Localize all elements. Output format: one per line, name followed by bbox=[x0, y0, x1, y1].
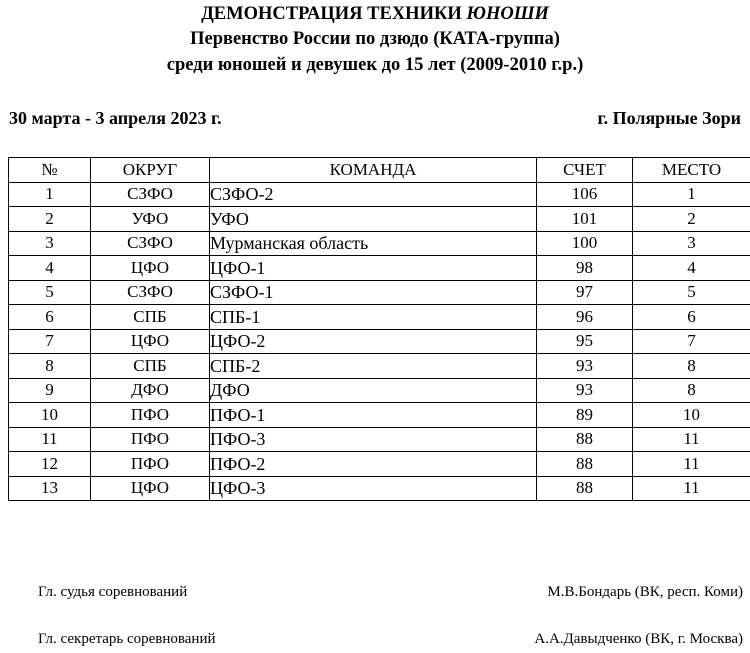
table-row bbox=[9, 403, 750, 428]
title-category: ЮНОШИ bbox=[466, 4, 549, 24]
table-row bbox=[9, 207, 750, 232]
cell-district: ЦФО bbox=[91, 329, 210, 354]
cell-place: 2 bbox=[633, 207, 750, 232]
table-row bbox=[9, 476, 750, 501]
cell-team: ПФО-1 bbox=[210, 403, 537, 428]
cell-district: СЗФО bbox=[91, 182, 210, 207]
table-row bbox=[9, 256, 750, 281]
cell-team: Мурманская область bbox=[210, 231, 537, 256]
cell-team: СЗФО-1 bbox=[210, 280, 537, 305]
cell-number: 13 bbox=[9, 476, 91, 501]
event-dates: 30 марта - 3 апреля 2023 г. bbox=[9, 108, 222, 128]
chief-judge-role: Гл. судья соревнований bbox=[38, 584, 188, 600]
cell-place: 6 bbox=[633, 305, 750, 330]
cell-place: 1 bbox=[633, 182, 750, 207]
cell-number: 11 bbox=[9, 427, 91, 452]
cell-team: ДФО bbox=[210, 378, 537, 403]
cell-district: УФО bbox=[91, 207, 210, 232]
cell-team: СЗФО-2 bbox=[210, 182, 537, 207]
cell-district: СЗФО bbox=[91, 280, 210, 305]
cell-district: СПБ bbox=[91, 305, 210, 330]
table-row bbox=[9, 452, 750, 477]
header-district: ОКРУГ bbox=[91, 158, 210, 183]
cell-number: 5 bbox=[9, 280, 91, 305]
cell-score: 88 bbox=[537, 476, 633, 501]
document-subtitle-line1: Первенство России по дзюдо (КАТА-группа) bbox=[190, 29, 560, 49]
document-subtitle-line2: среди юношей и девушек до 15 лет (2009-2010 г.р.) bbox=[166, 55, 584, 75]
table-row bbox=[9, 427, 750, 452]
cell-team: УФО bbox=[210, 207, 537, 232]
cell-score: 101 bbox=[537, 207, 633, 232]
cell-place: 7 bbox=[633, 329, 750, 354]
cell-number: 10 bbox=[9, 403, 91, 428]
cell-district: ПФО bbox=[91, 427, 210, 452]
cell-score: 89 bbox=[537, 403, 633, 428]
table-row bbox=[9, 280, 750, 305]
cell-team: ЦФО-2 bbox=[210, 329, 537, 354]
cell-place: 10 bbox=[633, 403, 750, 428]
cell-team: ЦФО-1 bbox=[210, 256, 537, 281]
cell-place: 11 bbox=[633, 476, 750, 501]
cell-score: 100 bbox=[537, 231, 633, 256]
cell-team: ЦФО-3 bbox=[210, 476, 537, 501]
cell-place: 11 bbox=[633, 427, 750, 452]
cell-number: 6 bbox=[9, 305, 91, 330]
cell-district: ПФО bbox=[91, 452, 210, 477]
chief-secretary-role: Гл. секретарь соревнований bbox=[38, 631, 216, 647]
chief-judge-name: М.В.Бондарь (ВК, респ. Коми) bbox=[547, 584, 743, 600]
table-row bbox=[9, 329, 750, 354]
table-row bbox=[9, 305, 750, 330]
cell-number: 1 bbox=[9, 182, 91, 207]
cell-district: ЦФО bbox=[91, 476, 210, 501]
cell-district: ЦФО bbox=[91, 256, 210, 281]
header-place: МЕСТО bbox=[633, 158, 750, 183]
cell-number: 8 bbox=[9, 354, 91, 379]
cell-place: 8 bbox=[633, 378, 750, 403]
cell-number: 12 bbox=[9, 452, 91, 477]
cell-score: 106 bbox=[537, 182, 633, 207]
header-team: КОМАНДА bbox=[210, 158, 537, 183]
cell-place: 4 bbox=[633, 256, 750, 281]
cell-team: СПБ-1 bbox=[210, 305, 537, 330]
title-main: ДЕМОНСТРАЦИЯ ТЕХНИКИ bbox=[201, 4, 462, 24]
table-row bbox=[9, 354, 750, 379]
cell-score: 93 bbox=[537, 354, 633, 379]
table-row bbox=[9, 231, 750, 256]
cell-district: ПФО bbox=[91, 403, 210, 428]
cell-score: 88 bbox=[537, 452, 633, 477]
cell-score: 97 bbox=[537, 280, 633, 305]
cell-number: 4 bbox=[9, 256, 91, 281]
cell-place: 3 bbox=[633, 231, 750, 256]
cell-score: 95 bbox=[537, 329, 633, 354]
table-row bbox=[9, 182, 750, 207]
cell-district: ДФО bbox=[91, 378, 210, 403]
cell-score: 93 bbox=[537, 378, 633, 403]
cell-number: 2 bbox=[9, 207, 91, 232]
header-score: СЧЕТ bbox=[537, 158, 633, 183]
table-row bbox=[9, 378, 750, 403]
cell-score: 88 bbox=[537, 427, 633, 452]
cell-place: 11 bbox=[633, 452, 750, 477]
cell-number: 9 bbox=[9, 378, 91, 403]
cell-score: 96 bbox=[537, 305, 633, 330]
document-title bbox=[0, 3, 750, 25]
cell-district: СЗФО bbox=[91, 231, 210, 256]
chief-secretary-name: А.А.Давыдченко (ВК, г. Москва) bbox=[534, 631, 743, 647]
header-number: № bbox=[9, 158, 91, 183]
cell-number: 7 bbox=[9, 329, 91, 354]
cell-team: СПБ-2 bbox=[210, 354, 537, 379]
cell-team: ПФО-3 bbox=[210, 427, 537, 452]
results-table bbox=[8, 157, 750, 501]
cell-district: СПБ bbox=[91, 354, 210, 379]
cell-team: ПФО-2 bbox=[210, 452, 537, 477]
table-header-row bbox=[9, 158, 750, 183]
cell-place: 5 bbox=[633, 280, 750, 305]
cell-score: 98 bbox=[537, 256, 633, 281]
event-location: г. Полярные Зори bbox=[597, 108, 741, 128]
cell-number: 3 bbox=[9, 231, 91, 256]
cell-place: 8 bbox=[633, 354, 750, 379]
